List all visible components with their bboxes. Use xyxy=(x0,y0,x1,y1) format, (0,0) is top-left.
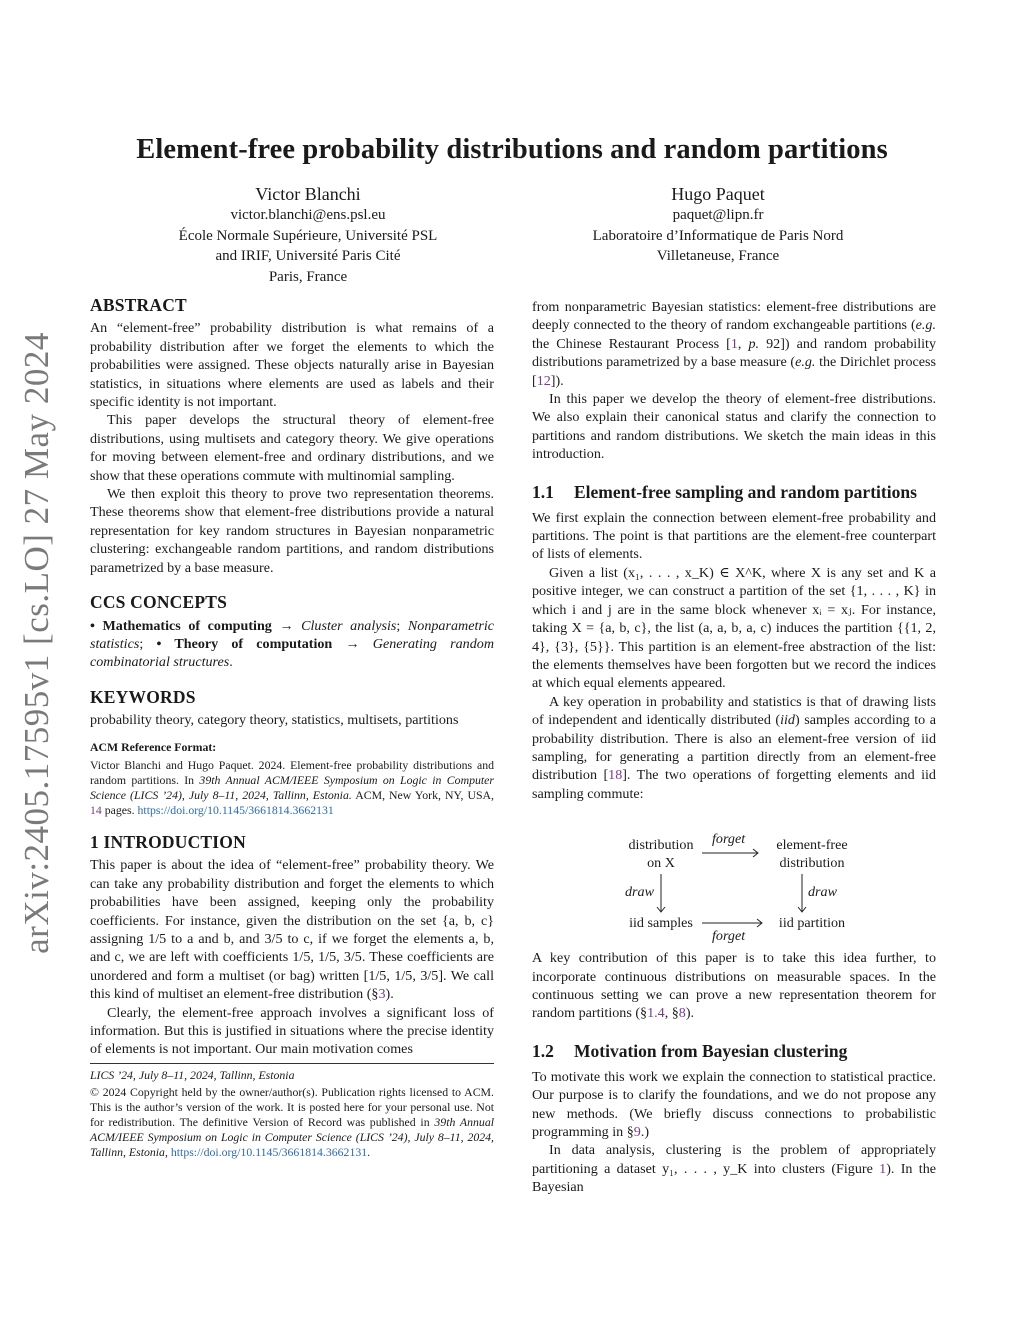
abstract-heading: ABSTRACT xyxy=(90,295,187,315)
diagram-node-bottom-left: iid samples xyxy=(629,915,693,931)
diagram-arrows xyxy=(600,828,880,948)
keywords-text: probability theory, category theory, statistics, multisets, partitions xyxy=(90,712,459,729)
author-affiliation: Laboratoire d’Informatique de Paris Nord xyxy=(592,227,844,244)
footnote-conf: LICS ’24, July 8–11, 2024, Tallinn, Estonia xyxy=(90,1067,295,1082)
section-ref-link[interactable]: 1.4 xyxy=(647,1005,665,1022)
abstract-paragraph: This paper develops the structural theory of element-free distributions, using multisets and category theory. We give operations for moving between element-free and ordinary distributions, and we show that these operations commute with multinomial sampling. xyxy=(90,412,494,484)
pages-link[interactable]: 14 xyxy=(90,802,102,817)
acm-reference: Victor Blanchi and Hugo Paquet. 2024. Element-free probability distributions and random partitions. In 39th Annual ACM/IEEE Symposium on Logic in Computer Science (LICS ’24), July 8–11, 2024, Tallinn, Estonia. ACM, New York, NY, USA, 14 pages. https://doi.org/10.1145/3661814.3662131 xyxy=(90,757,494,817)
body-paragraph: Given a list (x₁, . . . , x_K) ∈ X^K, where X is any set and K a positive integer, we can construct a partition of the set {1, . . . , K} in which i and j are in the same block whenever xᵢ = xⱼ. For instance, taking X = {a, b, c}, the list (a, a, b, a, c) induces the partition {{1, 2, 4}, {3}, {5}}. This partition is an element-free abstraction of the list: the elements themselves have been forgotten but we record the indices at which equal elements appeared. xyxy=(532,564,936,692)
body-paragraph: To motivate this work we explain the connection to statistical practice. Our purpose is to clarify the foundations, and we do not propose any new methods. (We briefly discuss connections to probabilistic programming in §9.) xyxy=(532,1068,936,1140)
body-paragraph: We first explain the connection between element-free probability and partitions. The point is that partitions are the element-free counterpart of lists of elements. xyxy=(532,509,936,563)
author-location: Villetaneuse, France xyxy=(656,248,780,264)
commutative-diagram xyxy=(600,828,880,948)
keywords-heading: KEYWORDS xyxy=(90,686,196,707)
figure-ref-link[interactable]: 1 xyxy=(879,1160,887,1177)
author-affiliation: École Normale Supérieure, Université PSL xyxy=(178,227,438,244)
author-block-2 xyxy=(568,183,868,267)
intro-paragraph: Clearly, the element-free approach involves a significant loss of information. But this is justified in situations where the precise identity of elements is not important. Our main motivation comes xyxy=(90,1004,494,1058)
bottom-arrow-label: forget xyxy=(712,928,746,944)
body-paragraph: A key contribution of this paper is to take this idea further, to incorporate continuous distributions on measurable spaces. In the continuous setting we can prove a new representation theorem for random partitions (§1.4, §8). xyxy=(532,950,936,1022)
author-email: victor.blanchi@ens.psl.eu xyxy=(230,207,386,223)
intro-heading: 1 INTRODUCTION xyxy=(90,831,246,852)
author-affiliation: and IRIF, Université Paris Cité xyxy=(215,248,401,264)
author-email: paquet@lipn.fr xyxy=(672,207,764,223)
section-ref-link[interactable]: 9 xyxy=(633,1124,641,1140)
author-name: Victor Blanchi xyxy=(255,184,361,204)
arxiv-sidebar xyxy=(12,331,62,954)
body-paragraph: In this paper we develop the theory of element-free distributions. We also explain their canonical status and clarify the connection to partitions and random distributions. We sketch the main ideas in this introduction. xyxy=(532,391,936,463)
author-block-1 xyxy=(160,183,456,287)
footnote-copyright: © 2024 Copyright held by the owner/author(s). Publication rights licensed to ACM. This is the author’s version of the work. It is posted here for your personal use. Not for redistribution. The definitive Version of Record was published in 39th Annual ACM/IEEE Symposium on Logic in Computer Science (LICS ’24), July 8–11, 2024, Tallinn, Estonia, https://doi.org/10.1145/3661814.3662131. xyxy=(90,1084,494,1159)
section-1-2-heading: 1.2 Motivation from Bayesian clustering xyxy=(532,1040,848,1061)
section-1-1-heading: 1.1 Element-free sampling and random partitions xyxy=(532,481,917,502)
left-arrow-label: draw xyxy=(625,884,654,900)
diagram-node-top-right: element-free distribution xyxy=(776,837,848,871)
intro-paragraph: This paper is about the idea of “element-free” probability theory. We can take any probability distribution and forget the elements to which probabilities have been assigned, keeping only the probability coefficients. For instance, given the distribution on the set {a, b, c} assigning 1/5 to a and b, and 3/5 to c, if we forget the elements a, b, and c, we are left with coefficients 1/5, 1/5, 3/5. These coefficients are unordered and form a multiset (or bag) written [1/5, 1/5, 3/5]. We call this kind of multiset an element-free distribution (§3). xyxy=(90,857,494,1003)
author-location: Paris, France xyxy=(268,268,348,285)
arxiv-id: arXiv:2405.17595v1 [cs.LO] 27 May 2024 xyxy=(17,331,57,954)
section-ref-link[interactable]: 8 xyxy=(678,1005,686,1022)
section-ref-link[interactable]: 3 xyxy=(378,986,386,1003)
top-arrow-label: forget xyxy=(712,831,746,847)
abstract-paragraph: An “element-free” probability distribution is what remains of a probability distribution after we forget the elements to which the probabilities were assigned. These objects naturally arise in Bayesian statistics, in situations where elements are used as labels and their specific identity is not important. xyxy=(90,320,494,411)
footnote-divider xyxy=(90,1063,494,1064)
right-arrow-label: draw xyxy=(808,884,837,900)
ccs-concepts: • Mathematics of computing → Cluster analysis; Nonparametric statistics; • Theory of computation → Generating random combinatorial structures. xyxy=(90,617,495,671)
citation-link[interactable]: 1 xyxy=(730,335,738,352)
footnote-doi-link[interactable]: https://doi.org/10.1145/3661814.3662131 xyxy=(170,1144,368,1159)
acm-ref-heading: ACM Reference Format: xyxy=(90,739,217,754)
body-paragraph: A key operation in probability and statistics is that of drawing lists of independent and identically distributed (iid) samples according to a probability distribution. There is also an element-free version of iid sampling, for generating a partition directly from an element-free distribution [18]. The two operations of forgetting elements and iid sampling commute: xyxy=(532,693,936,802)
ccs-heading: CCS CONCEPTS xyxy=(90,592,228,613)
author-name: Hugo Paquet xyxy=(671,184,765,204)
diagram-node-bottom-right: iid partition xyxy=(778,915,846,931)
body-paragraph: In data analysis, clustering is the problem of appropriately partitioning a dataset y₁, . . . , y_K into clusters (Figure 1). In the Bayesian xyxy=(532,1142,936,1196)
left-column xyxy=(90,296,494,1160)
body-paragraph: from nonparametric Bayesian statistics: element-free distributions are deeply connected to the theory of random exchangeable partitions (e.g. the Chinese Restaurant Process [1, p. 92]) and random probability distributions parametrized by a base measure (e.g. the Dirichlet process [12]). xyxy=(532,299,936,389)
diagram-node-top-left: distribution on X xyxy=(628,837,694,871)
paper-title: Element-free probability distributions and random partitions xyxy=(136,134,888,165)
doi-link[interactable]: https://doi.org/10.1145/3661814.3662131 xyxy=(137,802,334,817)
abstract-paragraph: We then exploit this theory to prove two representation theorems. These theorems show that element-free distributions provide a natural representation for key random structures in Bayesian nonparametric clustering: exchangeable random partitions, and random distributions parametrized by a base measure. xyxy=(90,486,494,576)
citation-link[interactable]: 12 xyxy=(536,372,551,389)
citation-link[interactable]: 18 xyxy=(608,767,623,784)
right-column xyxy=(532,298,936,1197)
